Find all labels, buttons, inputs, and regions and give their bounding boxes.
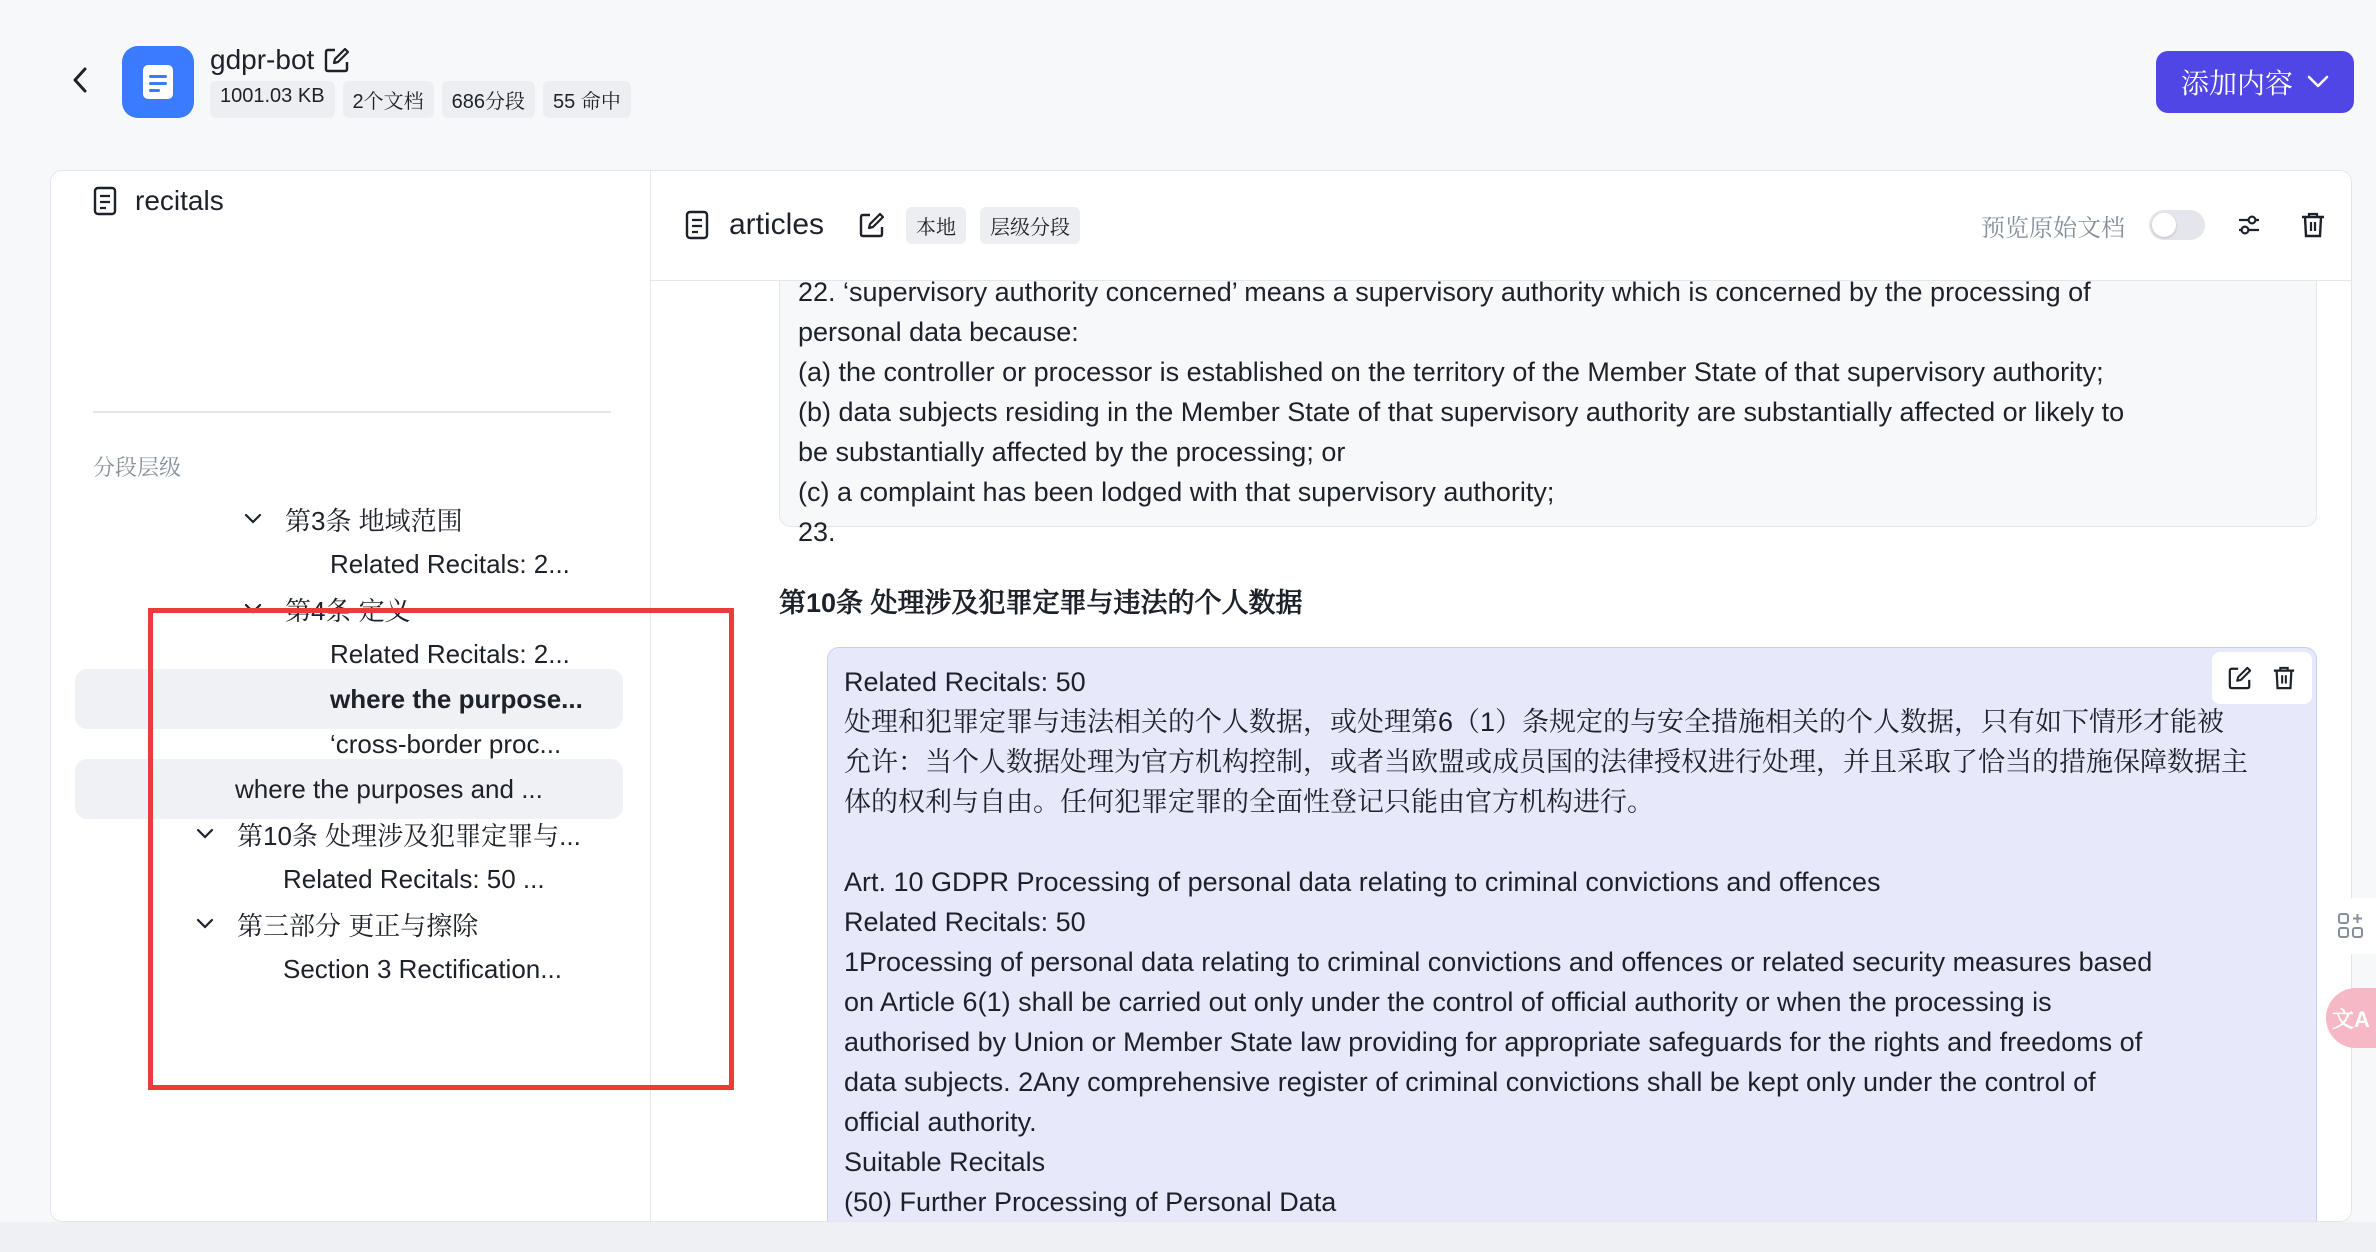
hit-count-badge: 55 命中 xyxy=(543,81,631,118)
tree-item-label: where the purposes and ... xyxy=(235,773,543,804)
edit-icon xyxy=(859,212,885,238)
kb-title xyxy=(210,44,350,76)
trash-icon xyxy=(2272,665,2296,691)
segment-line: 体的权利与自由。任何犯罪定罪的全面性登记只能由官方机构进行。 xyxy=(844,787,1654,817)
add-content-label: 添加内容 xyxy=(2180,68,2293,99)
knowledge-base-logo xyxy=(122,46,194,118)
back-button[interactable] xyxy=(62,62,98,98)
doc-count-badge: 2个文档 xyxy=(343,81,434,118)
segment-line: personal data because: xyxy=(798,317,1079,347)
right-panel xyxy=(651,171,2352,1221)
left-panel xyxy=(51,171,651,1221)
settings-button[interactable] xyxy=(2229,205,2269,245)
tree-item-label: 第4条 定义 xyxy=(285,595,411,626)
segment-line: 23. xyxy=(798,517,836,547)
segment-mode-tag: 层级分段 xyxy=(980,207,1080,244)
segment-heading: 第10条 处理涉及犯罪定罪与违法的个人数据 xyxy=(779,588,1303,618)
tree-item-label: ‘cross-border proc... xyxy=(330,728,562,759)
left-doc-title xyxy=(93,185,224,217)
segment-line: (a) the controller or processor is established on the territory of the Member State of that supervisory authority; xyxy=(798,357,2104,387)
tree-item-label: Related Recitals: 2... xyxy=(330,548,570,579)
segment-level-label: 分段层级 xyxy=(93,455,182,480)
segment-line: on Article 6(1) shall be carried out only under the control of official authority or when the processing is xyxy=(844,987,2052,1017)
chevron-down-icon[interactable] xyxy=(239,603,267,615)
segment-line: official authority. xyxy=(844,1107,1037,1137)
apps-grid-icon xyxy=(2336,911,2366,941)
rename-document-button[interactable] xyxy=(852,205,892,245)
segment-line: 22. ‘supervisory authority concerned’ means a supervisory authority which is concerned by the processing of xyxy=(798,281,2091,307)
kb-name: gdpr-bot xyxy=(210,44,315,75)
file-icon xyxy=(685,210,709,240)
source-tag: 本地 xyxy=(906,207,966,244)
size-badge: 1001.03 KB xyxy=(210,81,335,118)
segment-line: Related Recitals: 50 xyxy=(844,667,1086,697)
chevron-down-icon[interactable] xyxy=(191,828,219,840)
segment-count-badge: 686分段 xyxy=(442,81,535,118)
tree-item-label: 第3条 地域范围 xyxy=(285,505,463,536)
delete-segment-button[interactable] xyxy=(2264,658,2304,698)
segment-line: Related Recitals: 50 xyxy=(844,907,1086,937)
segment-line: 处理和犯罪定罪与违法相关的个人数据，或处理第6（1）条规定的与安全措施相关的个人数据，只有如下情形才能被 xyxy=(844,707,2225,737)
header xyxy=(0,0,2376,165)
tree-item-label: where the purpose... xyxy=(330,683,583,714)
file-icon xyxy=(93,186,117,216)
sliders-icon xyxy=(2236,212,2262,238)
segment-line: data subjects. 2Any comprehensive register of criminal convictions shall be kept only under the control of xyxy=(844,1067,2096,1097)
bottom-bar xyxy=(0,1222,2376,1252)
document-icon xyxy=(141,63,175,101)
chevron-down-icon xyxy=(2307,75,2329,89)
trash-icon xyxy=(2300,211,2326,239)
tree-item-label: Related Recitals: 2... xyxy=(330,638,570,669)
divider xyxy=(93,411,611,413)
main-card xyxy=(50,170,2352,1222)
tree-item-label: Section 3 Rectification... xyxy=(283,953,562,984)
segment-line: 允许：当个人数据处理为官方机构控制，或者当欧盟或成员国的法律授权进行处理，并且采取了恰当的措施保障数据主 xyxy=(844,747,2248,777)
segment-block-active[interactable] xyxy=(827,647,2317,1222)
segment-line: authorised by Union or Member State law providing for appropriate safeguards for the rights and freedoms of xyxy=(844,1027,2143,1057)
segment-list xyxy=(651,281,2352,1222)
segment-line: (c) a complaint has been lodged with that supervisory authority; xyxy=(798,477,1555,507)
add-content-button[interactable] xyxy=(2156,51,2354,113)
segment-line: Art. 10 GDPR Processing of personal data relating to criminal convictions and offences xyxy=(844,867,1881,897)
document-toolbar xyxy=(651,171,2352,281)
chevron-down-icon[interactable] xyxy=(239,513,267,525)
tree-item-label: 第10条 处理涉及犯罪定罪与... xyxy=(237,820,581,851)
segment-line: (b) data subjects residing in the Member State of that supervisory authority are substantially affected or likely to xyxy=(798,397,2125,427)
segment-line: 1Processing of personal data relating to criminal convictions and offences or related security measures based xyxy=(844,947,2153,977)
chevron-left-icon xyxy=(70,66,90,94)
blank-line xyxy=(844,822,2300,862)
document-title-group xyxy=(685,205,1080,245)
edit-icon xyxy=(2228,666,2252,690)
segment-line: (50) Further Processing of Personal Data xyxy=(844,1187,1337,1217)
edit-segment-button[interactable] xyxy=(2220,658,2260,698)
edit-name-button[interactable] xyxy=(324,47,350,73)
chevron-down-icon[interactable] xyxy=(191,918,219,930)
segment-line: be substantially affected by the processing; or xyxy=(798,437,1346,467)
preview-original-label: 预览原始文档 xyxy=(1981,214,2125,242)
delete-document-button[interactable] xyxy=(2293,205,2333,245)
segment-block[interactable] xyxy=(779,281,2317,547)
segment-actions xyxy=(2212,652,2312,704)
apps-floating-button[interactable] xyxy=(2326,898,2376,954)
kb-stats xyxy=(210,81,631,118)
segment-line: Suitable Recitals xyxy=(844,1147,1046,1177)
preview-original-toggle[interactable] xyxy=(2149,210,2205,240)
edit-icon xyxy=(324,47,350,73)
document-name: articles xyxy=(729,208,825,241)
tree-item-label: Related Recitals: 50 ... xyxy=(283,863,545,894)
tree-item-leaf[interactable] xyxy=(283,939,562,999)
tree-item-label: 第三部分 更正与擦除 xyxy=(237,910,479,941)
document-actions xyxy=(1981,205,2333,245)
translate-icon: 文A xyxy=(2332,1006,2370,1032)
left-doc-name: recitals xyxy=(135,185,224,216)
